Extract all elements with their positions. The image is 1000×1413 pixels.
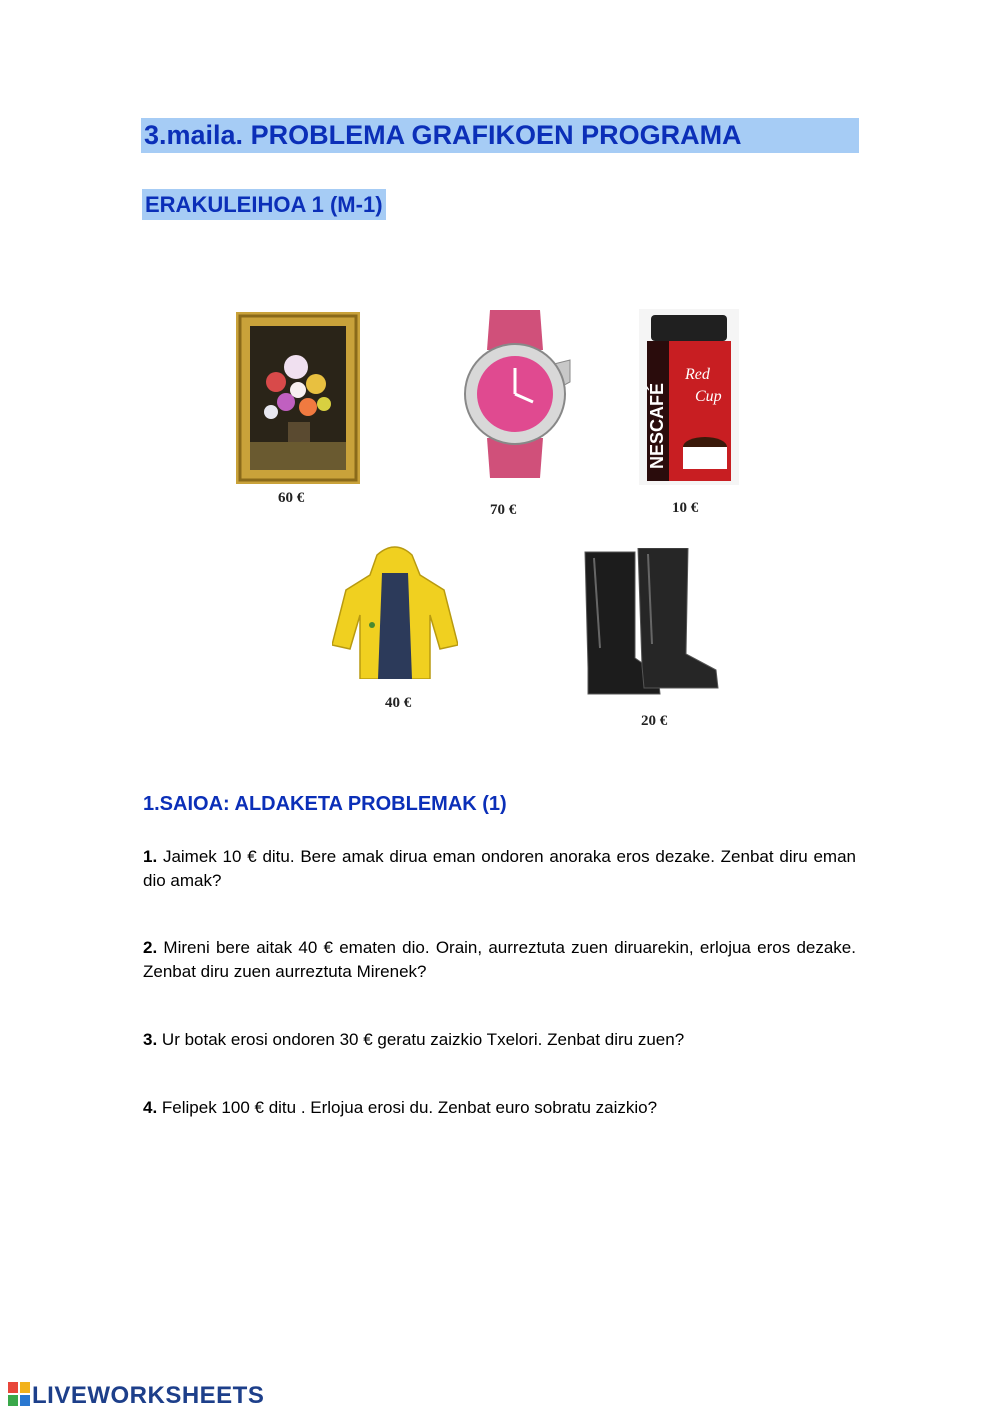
price-painting: 60 € bbox=[278, 490, 305, 506]
painting-image bbox=[236, 312, 360, 484]
problem-number: 2. bbox=[143, 938, 158, 957]
problem-number: 4. bbox=[143, 1098, 158, 1117]
problem-number: 3. bbox=[143, 1030, 158, 1049]
problem-1 bbox=[143, 845, 856, 893]
coffee-jar-image bbox=[639, 309, 739, 485]
problem-4 bbox=[143, 1096, 856, 1120]
liveworksheets-logo-icon bbox=[8, 1382, 30, 1406]
raincoat-image bbox=[332, 545, 458, 679]
svg-text:NESCAFÉ: NESCAFÉ bbox=[647, 382, 667, 469]
price-coffee: 10 € bbox=[672, 500, 699, 516]
watch-image bbox=[455, 310, 575, 478]
svg-text:Red: Red bbox=[685, 366, 710, 383]
page-title: 3.maila. PROBLEMA GRAFIKOEN PROGRAMA bbox=[141, 118, 859, 153]
boots-image bbox=[580, 548, 720, 704]
section-title: 1.SAIOA: ALDAKETA PROBLEMAK (1) bbox=[143, 793, 507, 815]
problem-text: Felipek 100 € ditu . Erlojua erosi du. Zenbat euro sobratu zaizkio? bbox=[157, 1098, 658, 1117]
problem-text: Jaimek 10 € ditu. Bere amak dirua eman ondoren anoraka eros dezake. Zenbat diru eman dio amak? bbox=[143, 847, 856, 890]
price-boots: 20 € bbox=[641, 713, 668, 729]
logo-text: LIVEWORKSHEETS bbox=[32, 1382, 265, 1409]
problem-2 bbox=[143, 936, 856, 984]
problem-number: 1. bbox=[143, 847, 158, 866]
price-raincoat: 40 € bbox=[385, 695, 412, 711]
liveworksheets-logo[interactable] bbox=[8, 1382, 264, 1410]
problem-3 bbox=[143, 1028, 856, 1052]
svg-text:Cup: Cup bbox=[695, 388, 722, 405]
problem-text: Ur botak erosi ondoren 30 € geratu zaizkio Txelori. Zenbat diru zuen? bbox=[157, 1030, 685, 1049]
problem-text: Mireni bere aitak 40 € ematen dio. Orain, aurreztuta zuen diruarekin, erlojua eros dezake. Zenbat diru zuen aurreztuta Mirenek? bbox=[143, 938, 856, 981]
page-subtitle: ERAKULEIHOA 1 (M-1) bbox=[142, 189, 386, 220]
price-watch: 70 € bbox=[490, 502, 517, 518]
